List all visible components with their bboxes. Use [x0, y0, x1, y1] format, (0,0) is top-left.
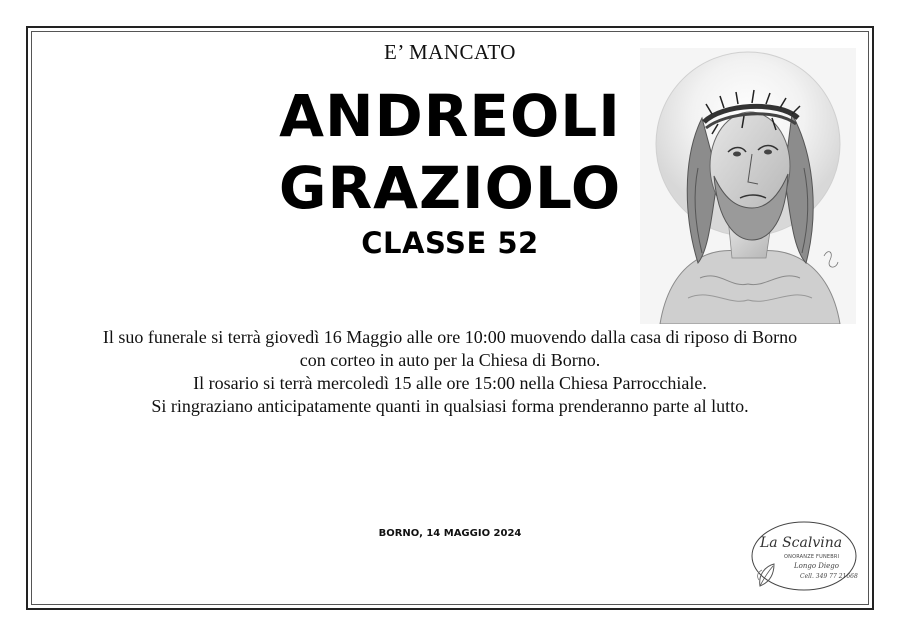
funeral-line: Il suo funerale si terrà giovedì 16 Maggio alle ore 10:00 muovendo dalla casa di riposo di Borno [102, 327, 798, 347]
announcement-text: E’ MANCATO [384, 40, 516, 64]
logo-title: La Scalvina [760, 535, 843, 551]
deceased-first-name: GRAZIOLO [278, 154, 622, 222]
logo-subtitle: ONORANZE FUNEBRI [784, 554, 840, 560]
logo-phone: Cell. 349 77 21668 [800, 573, 858, 580]
birth-class: CLASSE 52 [361, 226, 539, 260]
funeral-details [34, 326, 866, 418]
thanks-line: Si ringraziano anticipatamente quanti in qualsiasi forma prenderanno parte al lutto. [151, 396, 749, 416]
deceased-surname: ANDREOLI [279, 82, 621, 150]
christ-crown-of-thorns-icon [640, 48, 856, 324]
place-date: BORNO, 14 MAGGIO 2024 [378, 528, 522, 539]
leaf-icon [756, 560, 778, 590]
funeral-line: con corteo in auto per la Chiesa di Borno. [299, 350, 601, 370]
rosary-line: Il rosario si terrà mercoledì 15 alle ore 15:00 nella Chiesa Parrocchiale. [193, 373, 707, 393]
logo-contact-name: Longo Diego [794, 562, 839, 570]
funeral-home-logo [748, 518, 858, 594]
